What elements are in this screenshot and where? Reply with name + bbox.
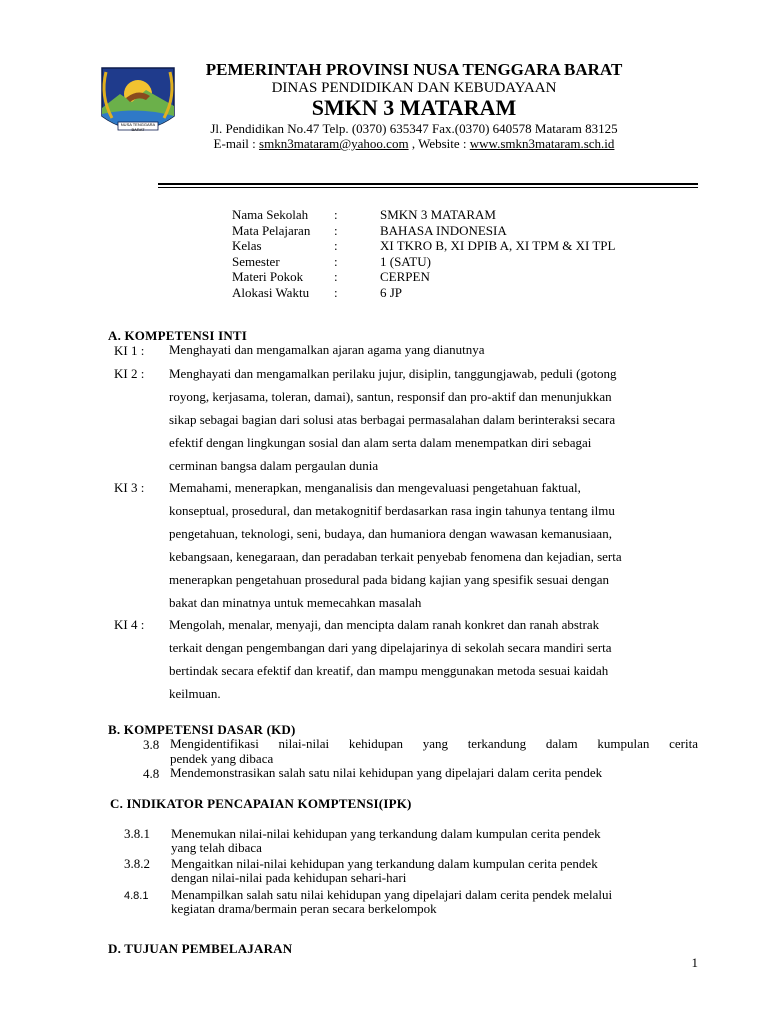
ki-line: Menghayati dan mengamalkan ajaran agama yang dianutnya bbox=[169, 342, 485, 357]
section-a-title: A. KOMPETENSI INTI bbox=[108, 328, 248, 343]
ipk-text bbox=[171, 857, 698, 885]
info-value: 6 JP bbox=[380, 284, 403, 300]
ki-line: efektif dengan lingkungan sosial dan alam serta dalam menempatkan diri sebagai bbox=[169, 435, 592, 450]
ipk-line: kegiatan drama/bermain peran secara berkelompok bbox=[171, 901, 437, 916]
ipk-line: Menampilkan salah satu nilai kehidupan yang dipelajari dalam cerita pendek melalui bbox=[171, 887, 613, 902]
header-rule-thin bbox=[158, 187, 698, 188]
ki-label: KI 1 : bbox=[114, 343, 145, 358]
header-rule-thick bbox=[158, 183, 698, 185]
section-c-title: C. INDIKATOR PENCAPAIAN KOMPTENSI(IPK) bbox=[110, 796, 412, 811]
ki-line: sikap sebagai bagian dari solusi atas berbagai permasalahan dalam berinteraksi secara bbox=[169, 412, 616, 427]
ipk-line: Mengaitkan nilai-nilai kehidupan yang terkandung dalam kumpulan cerita pendek bbox=[171, 856, 598, 871]
ipk-line: yang telah dibaca bbox=[171, 840, 262, 855]
kd-number: 3.8 bbox=[143, 737, 160, 752]
ki-line: pengetahuan, teknologi, seni, budaya, dan humaniora dengan wawasan kemanusiaan, bbox=[169, 526, 612, 541]
kd-number: 4.8 bbox=[143, 766, 160, 781]
info-value: XI TKRO B, XI DPIB A, XI TPM & XI TPL bbox=[380, 238, 616, 254]
info-colon: : bbox=[334, 284, 338, 300]
ipk-number: 3.8.1 bbox=[124, 826, 150, 841]
section-b-title: B. KOMPETENSI DASAR (KD) bbox=[108, 722, 296, 737]
info-colon: : bbox=[334, 253, 338, 269]
info-colon: : bbox=[334, 238, 338, 254]
ki-line: Mengolah, menalar, menyaji, dan mencipta dalam ranah konkret dan ranah abstrak bbox=[169, 617, 600, 632]
ki-line: konseptual, prosedural, dan metakognitif berdasarkan rasa ingin tahunya tentang ilmu bbox=[169, 503, 615, 518]
info-key: Kelas bbox=[232, 238, 262, 254]
ki-label: KI 3 : bbox=[114, 480, 145, 495]
ki-label: KI 4 : bbox=[114, 617, 145, 632]
ipk-text bbox=[171, 827, 698, 855]
info-value: 1 (SATU) bbox=[380, 253, 431, 269]
logo-caption: NUSA TENGGARA BARAT bbox=[120, 122, 156, 132]
ki-line: kebangsaan, kenegaraan, dan peradaban terkait penyebab fenomena dan kejadian, serta bbox=[169, 549, 622, 564]
kd-text bbox=[170, 766, 698, 781]
header-government: PEMERINTAH PROVINSI NUSA TENGGARA BARAT bbox=[205, 60, 623, 79]
info-key: Alokasi Waktu bbox=[232, 284, 310, 300]
ki-line: keilmuan. bbox=[169, 686, 221, 701]
section-d-title: D. TUJUAN PEMBELAJARAN bbox=[108, 941, 293, 956]
page-number: 1 bbox=[691, 955, 698, 970]
ki-line: cerminan bangsa dalam pergaulan dunia bbox=[169, 458, 379, 473]
info-colon: : bbox=[334, 269, 338, 285]
ki-line: menerapkan pengetahuan prosedural pada bidang kajian yang spesifik sesuai dengan bbox=[169, 572, 610, 587]
header-school-name: SMKN 3 MATARAM bbox=[311, 95, 517, 120]
info-key: Nama Sekolah bbox=[232, 207, 309, 222]
ipk-line: Menemukan nilai-nilai kehidupan yang terkandung dalam kumpulan cerita pendek bbox=[171, 826, 601, 841]
info-colon: : bbox=[334, 222, 338, 238]
ki-text bbox=[169, 613, 699, 705]
ipk-text bbox=[171, 888, 698, 916]
ki-line: terkait dengan pengembangan dari yang dipelajarinya di sekolah secara mandiri serta bbox=[169, 640, 612, 655]
info-key: Semester bbox=[232, 253, 280, 269]
ipk-number: 4.8.1 bbox=[124, 890, 149, 902]
header-address: Jl. Pendidikan No.47 Telp. (0370) 635347 Fax.(0370) 640578 Mataram 83125 bbox=[210, 121, 618, 136]
info-value: SMKN 3 MATARAM bbox=[380, 207, 496, 222]
ki-line: Memahami, menerapkan, menganalisis dan mengevaluasi pengetahuan faktual, bbox=[169, 480, 581, 495]
website-separator: , Website : bbox=[408, 136, 470, 151]
header-department: DINAS PENDIDIKAN DAN KEBUDAYAAN bbox=[271, 80, 557, 96]
ki-text bbox=[169, 338, 699, 361]
website-link[interactable]: www.smkn3mataram.sch.id bbox=[469, 136, 615, 151]
kd-line: pendek yang dibaca bbox=[170, 750, 274, 766]
kd-text bbox=[170, 737, 698, 766]
email-prefix: E-mail : bbox=[213, 136, 260, 151]
info-value: BAHASA INDONESIA bbox=[380, 222, 507, 238]
ki-line: bertindak secara efektif dan kreatif, dan mampu menggunakan metoda sesuai kaidah bbox=[169, 663, 609, 678]
ki-text bbox=[169, 362, 699, 477]
ki-line: royong, kerjasama, toleran, damai), santun, responsif dan pro-aktif dan menunjukkan bbox=[169, 389, 612, 404]
email-link[interactable]: smkn3mataram@yahoo.com bbox=[259, 136, 409, 151]
info-colon: : bbox=[334, 207, 338, 222]
ki-text bbox=[169, 476, 699, 614]
ipk-number: 3.8.2 bbox=[124, 856, 150, 871]
ki-line: Menghayati dan mengamalkan perilaku jujur, disiplin, tanggungjawab, peduli (gotong bbox=[169, 366, 617, 381]
info-key: Materi Pokok bbox=[232, 269, 304, 285]
ki-line: bakat dan minatnya untuk memecahkan masalah bbox=[169, 595, 422, 610]
header-contact bbox=[0, 136, 768, 152]
kd-line: Mengidentifikasi nilai-nilai kehidupan yang terkandung dalam kumpulan cerita bbox=[170, 736, 698, 751]
ipk-line: dengan nilai-nilai pada kehidupan sehari-hari bbox=[171, 870, 407, 885]
info-value: CERPEN bbox=[380, 269, 430, 285]
ki-label: KI 2 : bbox=[114, 366, 145, 381]
kd-line: Mendemonstrasikan salah satu nilai kehidupan yang dipelajari dalam cerita pendek bbox=[170, 765, 603, 780]
info-key: Mata Pelajaran bbox=[232, 222, 311, 238]
